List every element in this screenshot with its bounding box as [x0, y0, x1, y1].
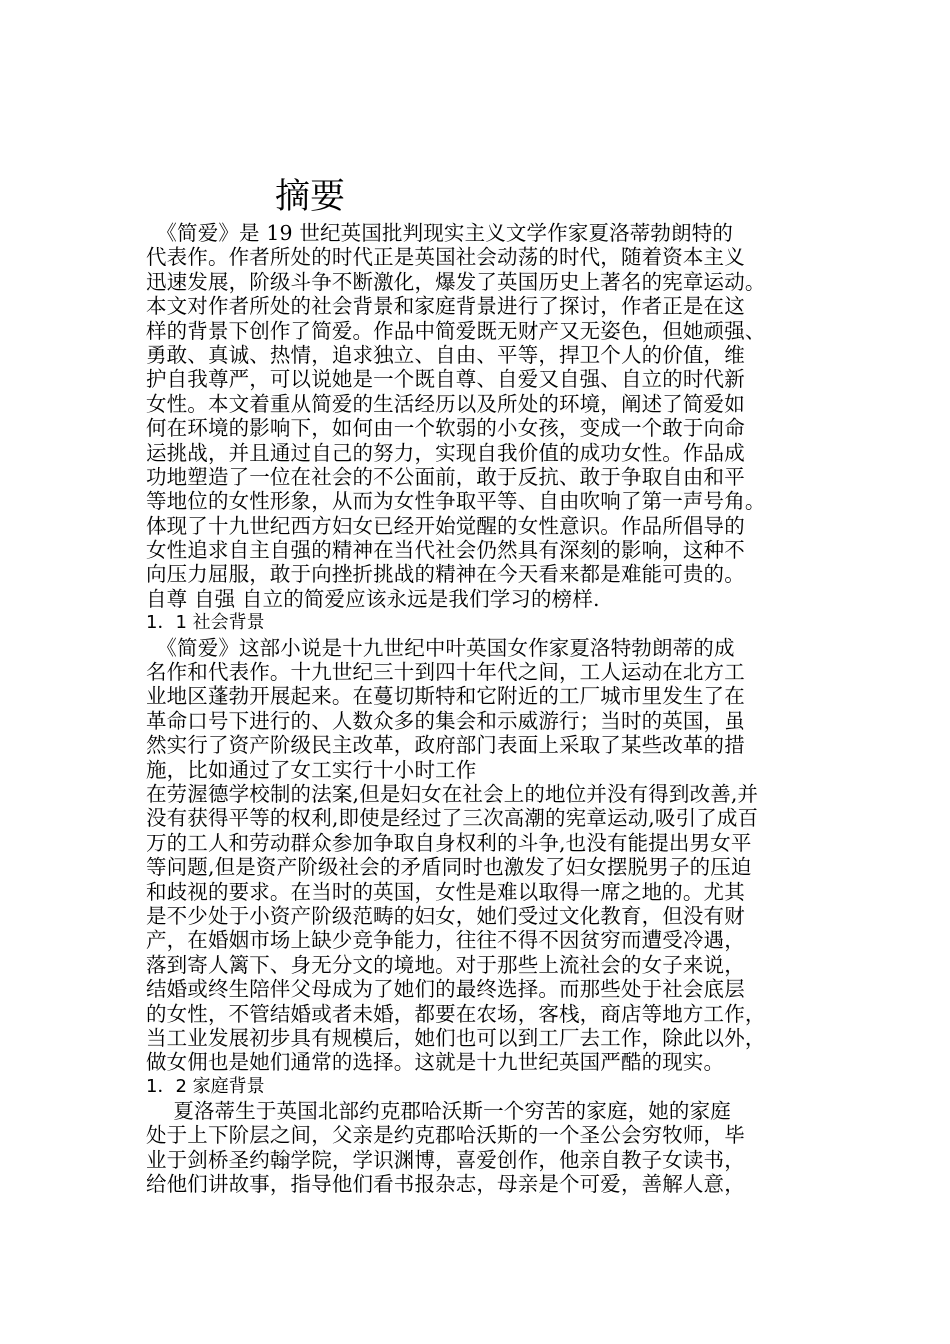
text-line: 革命口号下进行的、人数众多的集会和示威游行；当时的英国，虽 — [146, 708, 745, 733]
text-line: 运挑战，并且通过自己的努力，实现自我价值的成功女性。作品成 — [146, 440, 745, 465]
text-line: 夏洛蒂生于英国北部约克郡哈沃斯一个穷苦的家庭，她的家庭 — [146, 1099, 731, 1124]
text-line: 何在环境的影响下，如何由一个软弱的小女孩，变成一个敢于向命 — [146, 416, 745, 441]
text-line: 向压力屈服，敢于向挫折挑战的精神在今天看来都是难能可贵的。 — [146, 562, 745, 587]
abstract-paragraph — [146, 221, 806, 1197]
page-title: 摘要 — [275, 177, 346, 217]
text-line: 没有获得平等的权利,即使是经过了三次高潮的宪章运动,吸引了成百 — [146, 806, 759, 831]
text-line: 产，在婚姻市场上缺少竞争能力，往往不得不因贫穷而遭受冷遇， — [146, 928, 745, 953]
text-line: 万的工人和劳动群众参加争取自身权利的斗争,也没有能提出男女平 — [146, 830, 752, 855]
text-line: 当工业发展初步具有规模后，她们也可以到工厂去工作，除此以外， — [146, 1025, 766, 1050]
text-line: 业地区蓬勃开展起来。在蔓切斯特和它附近的工厂城市里发生了在 — [146, 684, 745, 709]
text-line: 护自我尊严，可以说她是一个既自尊、自爱又自强、自立的时代新 — [146, 367, 745, 392]
text-line: 勇敢、真诚、热情，追求独立、自由、平等，捍卫个人的价值，维 — [146, 342, 745, 367]
text-line: 本文对作者所处的社会背景和家庭背景进行了探讨，作者正是在这 — [146, 294, 745, 319]
text-line: 样的背景下创作了简爱。作品中简爱既无财产又无姿色，但她顽强、 — [146, 318, 766, 343]
section-heading-family-background: 1．2 家庭背景 — [146, 1075, 265, 1097]
section-heading-social-background: 1．1 社会背景 — [146, 612, 265, 634]
text-line: 结婚或终生陪伴父母成为了她们的最终选择。而那些处于社会底层 — [146, 977, 745, 1002]
text-line: 等问题,但是资产阶级社会的矛盾同时也激发了妇女摆脱男子的压迫 — [146, 855, 752, 880]
text-line: 的女性，不管结婚或者未婚，都要在农场，客栈，商店等地方工作， — [146, 1001, 766, 1026]
text-line: 自尊 自强 自立的简爱应该永远是我们学习的榜样. — [146, 586, 600, 611]
text-line: 《简爱》是 19 世纪英国批判现实主义文学作家夏洛蒂勃朗特的 — [146, 221, 734, 245]
text-line: 业于剑桥圣约翰学院，学识渊博，喜爱创作，他亲自教子女读书， — [146, 1147, 745, 1172]
text-line: 女性追求自主自强的精神在当代社会仍然具有深刻的影响，这种不 — [146, 538, 745, 563]
text-line: 女性。本文着重从简爱的生活经历以及所处的环境，阐述了简爱如 — [146, 391, 745, 416]
text-line: 做女佣也是她们通常的选择。这就是十九世纪英国严酷的现实。 — [146, 1050, 725, 1075]
text-line: 等地位的女性形象，从而为女性争取平等、自由吹响了第一声号角。 — [146, 489, 766, 514]
text-line: 《简爱》这部小说是十九世纪中叶英国女作家夏洛特勃朗蒂的成 — [146, 635, 735, 660]
text-line: 在劳渥德学校制的法案,但是妇女在社会上的地位并没有得到改善,并 — [146, 781, 759, 806]
text-line: 落到寄人篱下、身无分文的境地。对于那些上流社会的女子来说， — [146, 952, 745, 977]
text-line: 体现了十九世纪西方妇女已经开始觉醒的女性意识。作品所倡导的 — [146, 513, 745, 538]
text-line: 名作和代表作。十九世纪三十到四十年代之间，工人运动在北方工 — [146, 660, 745, 685]
text-line: 施，比如通过了女工实行十小时工作 — [146, 757, 477, 782]
text-line: 处于上下阶层之间，父亲是约克郡哈沃斯的一个圣公会穷牧师，毕 — [146, 1123, 745, 1148]
text-line: 是不少处于小资产阶级范畴的妇女，她们受过文化教育，但没有财 — [146, 903, 745, 928]
text-line: 和歧视的要求。在当时的英国，女性是难以取得一席之地的。尤其 — [146, 879, 745, 904]
text-line: 给他们讲故事，指导他们看书报杂志，母亲是个可爱，善解人意， — [146, 1172, 745, 1197]
text-line: 代表作。作者所处的时代正是英国社会动荡的时代，随着资本主义 — [146, 245, 745, 270]
text-line: 功地塑造了一位在社会的不公面前，敢于反抗、敢于争取自由和平 — [146, 464, 745, 489]
text-line: 然实行了资产阶级民主改革，政府部门表面上采取了某些改革的措 — [146, 733, 745, 758]
text-line: 迅速发展，阶级斗争不断激化，爆发了英国历史上著名的宪章运动。 — [146, 269, 766, 294]
